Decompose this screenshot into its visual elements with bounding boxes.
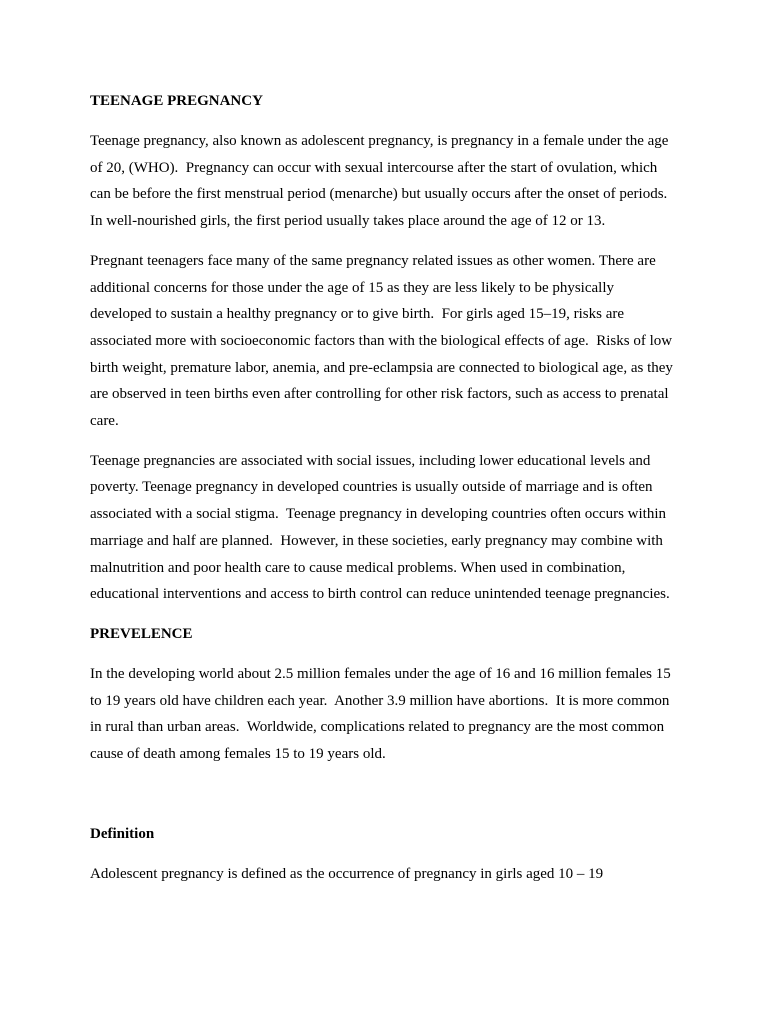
text-line: are observed in teen births even after controlling for other risk factors, such as access to prenatal [90, 386, 669, 403]
text-line: In well-nourished girls, the first period usually takes place around the age of 12 or 13. [90, 213, 606, 230]
text-line: associated with a social stigma. Teenage pregnancy in developing countries often occurs within [90, 506, 666, 523]
document-page [90, 88, 690, 900]
paragraph-prevelence [90, 661, 690, 768]
text-line: additional concerns for those under the age of 15 as they are less likely to be physically [90, 279, 615, 296]
text-line: associated more with socioeconomic factors than with the biological effects of age. Risks of low [90, 332, 673, 349]
paragraph-intro [90, 128, 690, 235]
text-line: Teenage pregnancy, also known as adolescent pregnancy, is pregnancy in a female under the age [90, 133, 669, 149]
paragraph-social-issues [90, 448, 690, 608]
text-line: in rural than urban areas. Worldwide, complications related to pregnancy are the most common [90, 719, 665, 736]
text-line: of 20, (WHO). Pregnancy can occur with sexual intercourse after the start of ovulation, which [90, 159, 658, 176]
paragraph-risks [90, 248, 690, 435]
text-line: In the developing world about 2.5 million females under the age of 16 and 16 million females 15 [90, 665, 671, 682]
text-line: Adolescent pregnancy is defined as the occurrence of pregnancy in girls aged 10 – 19 [90, 865, 604, 882]
section-heading-prevelence: PREVELENCE [90, 625, 193, 642]
section-heading-definition: Definition [90, 825, 155, 842]
text-line: to 19 years old have children each year. Another 3.9 million have abortions. It is more common [90, 692, 670, 709]
section-heading-teenage-pregnancy: TEENAGE PREGNANCY [90, 93, 263, 109]
text-line: developed to sustain a healthy pregnancy or to give birth. For girls aged 15–19, risks are [90, 306, 625, 323]
paragraph-definition [90, 861, 690, 888]
text-line: cause of death among females 15 to 19 years old. [90, 746, 386, 763]
text-line: birth weight, premature labor, anemia, and pre-eclampsia are connected to biological age, as they [90, 359, 673, 376]
text-line: malnutrition and poor health care to cause medical problems. When used in combination, [90, 559, 626, 576]
text-line: poverty. Teenage pregnancy in developed countries is usually outside of marriage and is often [90, 479, 653, 496]
text-line: Pregnant teenagers face many of the same pregnancy related issues as other women. There are [90, 252, 656, 269]
text-line: care. [90, 413, 119, 430]
text-line: educational interventions and access to birth control can reduce unintended teenage pregnancies. [90, 586, 670, 603]
text-line: can be before the first menstrual period (menarche) but usually occurs after the onset of periods. [90, 186, 668, 203]
blank-line [90, 781, 690, 821]
text-line: Teenage pregnancies are associated with social issues, including lower educational levels and [90, 452, 651, 469]
text-line: marriage and half are planned. However, in these societies, early pregnancy may combine with [90, 532, 663, 549]
